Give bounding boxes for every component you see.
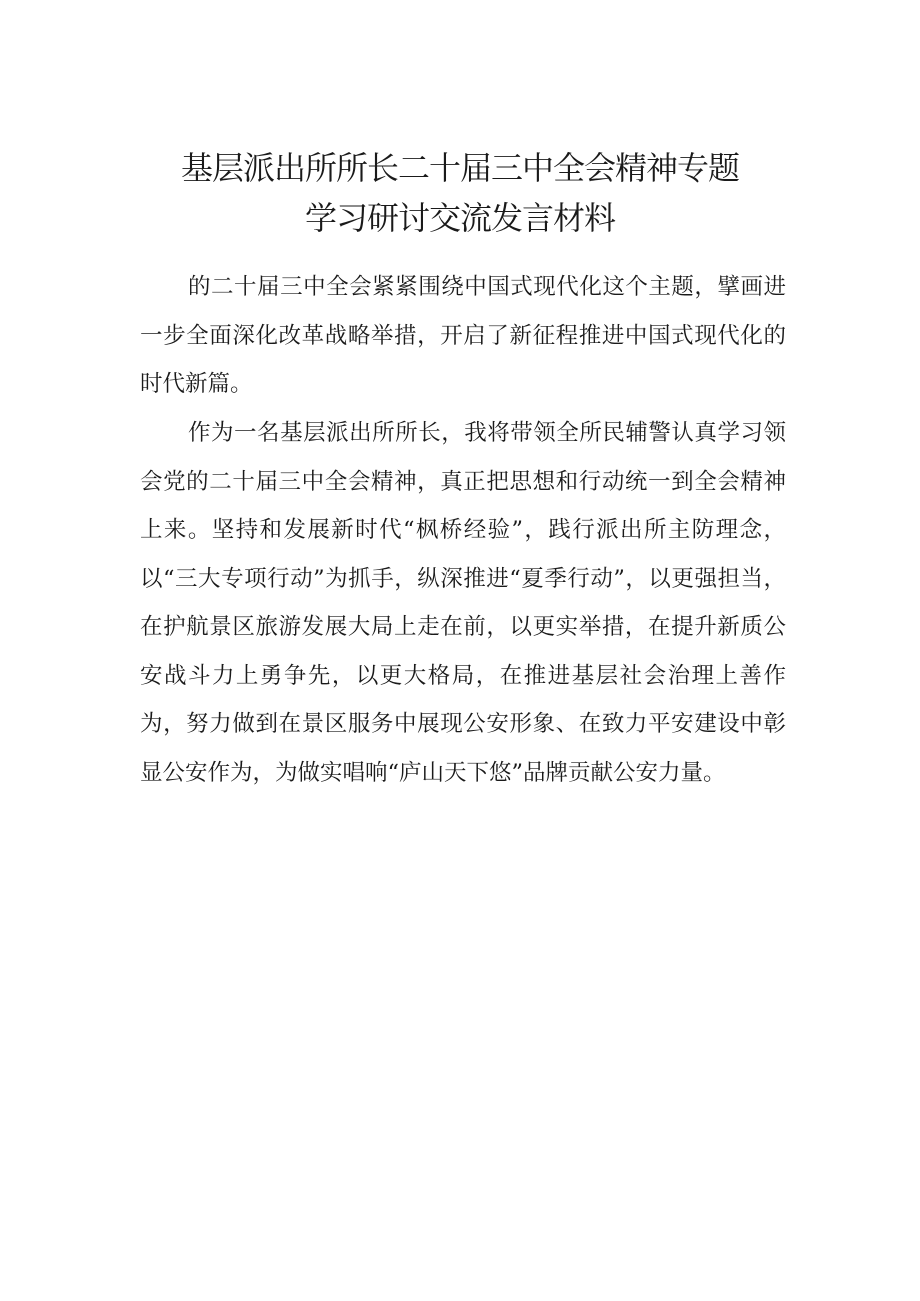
- document-title-line-1: 基层派出所所长二十届三中全会精神专题: [180, 149, 739, 187]
- body-paragraph-1: 的二十届三中全会紧紧围绕中国式现代化这个主题，擘画进一步全面深化改革战略举措，开启了新征程推进中国式现代化的时代新篇。: [140, 274, 786, 397]
- document-title-line-2: 学习研讨交流发言材料: [304, 199, 615, 237]
- body-paragraph-2: 作为一名基层派出所所长，我将带领全所民辅警认真学习领会党的二十届三中全会精神，真正把思想和行动统一到全会精神上来。坚持和发展新时代“枫桥经验”，践行派出所主防理念，以“三大专项行动”为抓手，纵深推进“夏季行动”，以更强担当，在护航景区旅游发展大局上走在前，以更实举措，在提升新质公安战斗力上勇争先，以更大格局，在推进基层社会治理上善作为，努力做到在景区服务中展现公安形象、在致力平安建设中彰显公安作为，为做实唱响“庐山天下悠”品牌贡献公安力量。: [140, 420, 786, 786]
